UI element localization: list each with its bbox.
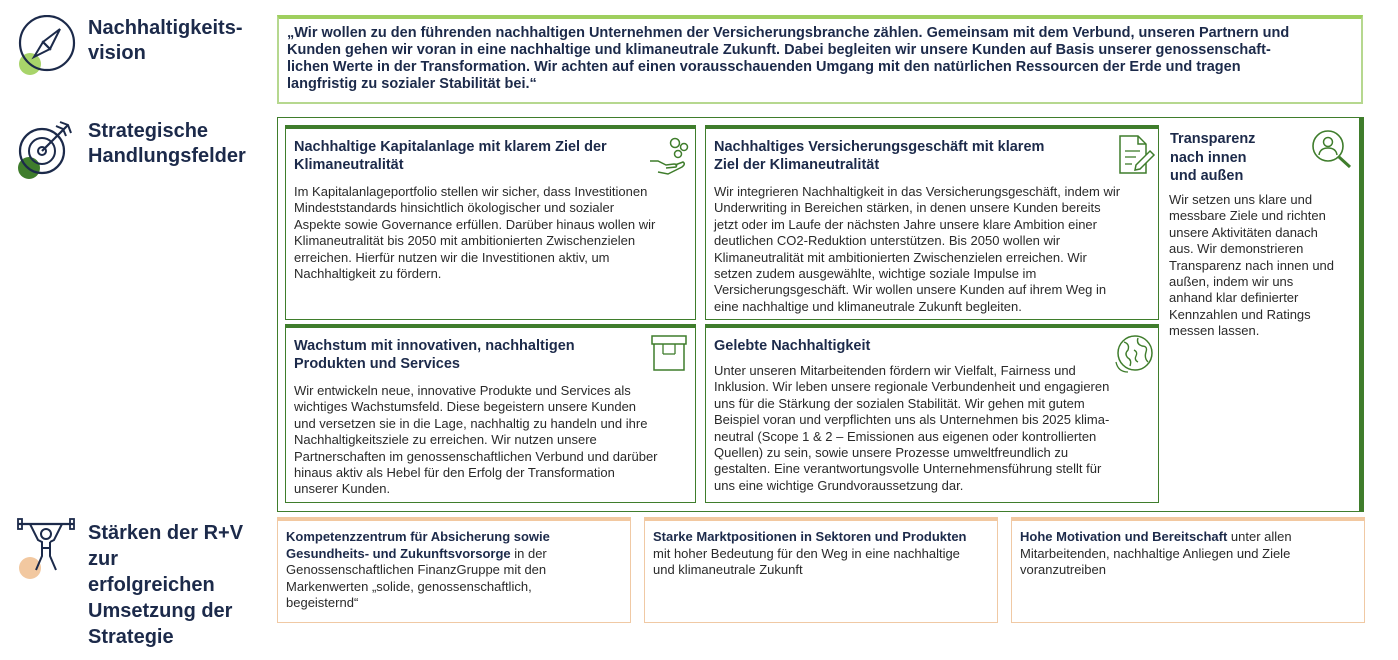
title-line: Nachhaltige Kapitalanlage mit klarem Ziel der: [294, 139, 607, 155]
text-line: Kennzahlen und Ratings: [1169, 306, 1311, 322]
compass-icon: [16, 15, 76, 75]
text-line: Inklusion. Wir leben unsere regionale Verbundenheit und engagieren: [714, 379, 1110, 395]
title-line: Strategie: [88, 626, 174, 648]
text-rest: Markenwerten „solide, genossenschaftlich,: [286, 578, 532, 594]
quote-line: „Wir wollen zu den führenden nachhaltigen Unternehmen der Versicherungsbranche zählen. Gemeinsam mit dem Verbund, unseren Partnern und: [287, 25, 1290, 41]
text-line: eine nachhaltige und klimaneutrale Zukunft begleiten.: [714, 298, 1022, 314]
text-line: Mindeststandards hinsichtlich ökologischer und sozialer: [294, 200, 615, 216]
text-line: Klimaneutralität bis 2050 mit ambitionierten Zwischenzielen: [294, 233, 636, 249]
text-line: [653, 529, 967, 546]
text-line: [286, 546, 550, 563]
text-line: neutral (Scope 1 & 2 – Emissionen aus eigenen oder kontrollierten: [714, 428, 1097, 444]
text-bold: Hohe Motivation und Bereitschaft: [1020, 529, 1228, 544]
text-line: außen, indem wir uns: [1169, 274, 1294, 290]
text-line: unsere Aktivitäten danach: [1169, 224, 1318, 240]
text-rest: Mitarbeitenden, nachhaltige Anliegen und Ziele: [1020, 545, 1291, 561]
field-card-insurance: [705, 125, 1159, 320]
title-line: Klimaneutralität: [294, 157, 404, 173]
text-line: unserer Kunden.: [294, 481, 391, 497]
title-line: Gelebte Nachhaltigkeit: [714, 338, 871, 354]
text-line: [286, 595, 550, 612]
title-line: erfolgreichen: [88, 574, 215, 596]
weightlifter-icon: [16, 518, 76, 578]
text-line: [1020, 529, 1292, 546]
text-line: messen lassen.: [1169, 323, 1260, 339]
text-line: und versetzen sie in die Lage, nachhaltig zu handeln und ihre: [294, 415, 648, 431]
title-line: Umsetzung der: [88, 600, 233, 622]
title-line: Ziel der Klimaneutralität: [714, 157, 880, 173]
quote-line: langfristig zu sozialer Stabilität bei.“: [287, 76, 537, 92]
title-line: nach innen: [1170, 149, 1247, 166]
text-line: uns für die Stärkung der sozialen Stabilität. Wir gehen mit gutem: [714, 395, 1085, 411]
card-title: [714, 138, 1044, 174]
text-bold: Kompetenzzentrum für Absicherung sowie: [286, 529, 550, 544]
title-line: Produkten und Services: [294, 356, 460, 372]
vision-quote-box: [277, 15, 1363, 104]
text-line: Unter unseren Mitarbeitenden fördern wir Vielfalt, Fairness und: [714, 363, 1076, 378]
text-line: Underwriting in Bereichen stärken, in denen unsere Kunden bereits: [714, 200, 1101, 216]
text-line: [653, 562, 967, 579]
strength-text: [653, 529, 967, 579]
field-card-lived-sustainability: [705, 324, 1159, 503]
text-line: [653, 546, 967, 563]
card-text: [714, 363, 1109, 494]
section-title-fields: [88, 119, 246, 169]
person-magnifier-icon: [1310, 128, 1352, 170]
title-line: Stärken der R+V: [88, 522, 244, 544]
hand-coins-icon: [648, 134, 690, 176]
strength-box-motivation: [1011, 517, 1365, 623]
text-line: Wir entwickeln neue, innovative Produkte und Services als: [294, 383, 631, 398]
title-line: Transparenz: [1170, 131, 1256, 147]
text-rest: voranzutreiben: [1020, 562, 1106, 577]
title-line: vision: [88, 42, 146, 64]
quote-line: Kunden gehen wir voran in eine nachhaltige und klimaneutrale Zukunft. Dabei begleiten wir unsere Kunden auf Basis unserer genossenschaft-: [287, 42, 1271, 58]
text-line: Partnerschaften im genossenschaftlichen Verbund und darüber: [294, 448, 658, 464]
title-line: Nachhaltigkeits-: [88, 17, 243, 39]
text-rest: in der: [510, 545, 547, 561]
target-icon: [16, 118, 76, 178]
text-line: messbare Ziele und richten: [1169, 208, 1326, 224]
text-line: Beispiel voran und verpflichten uns als Unternehmen bis 2025 klima-: [714, 412, 1110, 428]
strength-text: [286, 529, 550, 612]
text-line: hinaus aktiv als Hebel für den Erfolg der Transformation: [294, 465, 615, 481]
field-card-products: [285, 324, 696, 503]
text-rest: begeisternd“: [286, 595, 359, 610]
text-line: Nachhaltigkeit zu fördern.: [294, 266, 442, 282]
text-line: [286, 562, 550, 579]
text-line: [286, 529, 550, 546]
text-line: aus. Wir demonstrieren: [1169, 241, 1304, 257]
transparency-title: [1170, 130, 1280, 186]
field-card-investment: [285, 125, 696, 320]
section-title-vision: [88, 16, 242, 66]
title-line: zur: [88, 548, 118, 570]
document-edit-icon: [1114, 133, 1156, 175]
text-line: [1020, 546, 1292, 563]
strength-box-competence: [277, 517, 631, 623]
box-icon: [648, 332, 690, 374]
text-line: setzen zudem ausgewählte, wichtige soziale Impulse im: [714, 266, 1037, 282]
text-rest: unter allen: [1227, 529, 1292, 544]
text-rest: Genossenschaftlichen FinanzGruppe mit den: [286, 562, 547, 577]
card-text: [714, 184, 1120, 315]
vision-quote: [287, 25, 1357, 93]
globe-icon: [1114, 332, 1156, 374]
card-text: [294, 383, 658, 498]
card-title: [294, 337, 575, 373]
text-line: gestalten. Eine verantwortungsvolle Unternehmensführung stellt für: [714, 461, 1102, 477]
card-title: [294, 138, 607, 174]
text-line: Versicherungsgeschäft. Wir wollen unsere Kunden auf ihrem Weg in: [714, 282, 1107, 298]
text-line: uns eine wichtige Grundvoraussetzung dar.: [714, 477, 964, 493]
quote-line: lichen Werte in der Transformation. Wir achten auf einen vorausschauenden Umgang mit den natürlichen Ressourcen der Erde und tragen: [287, 59, 1241, 75]
section-title-strengths: [88, 520, 243, 650]
strength-box-market: [644, 517, 998, 623]
text-line: [1020, 562, 1292, 579]
text-line: Im Kapitalanlageportfolio stellen wir sicher, dass Investitionen: [294, 184, 648, 199]
card-text: [294, 184, 655, 282]
text-line: wichtiges Wachstumsfeld. Diese begeistern unsere Kunden: [294, 399, 637, 415]
card-title: [714, 337, 870, 355]
transparency-text: [1169, 192, 1354, 340]
strength-text: [1020, 529, 1292, 579]
text-line: anhand klar definierter: [1169, 290, 1299, 306]
text-rest: und klimaneutrale Zukunft: [653, 562, 803, 577]
text-line: Aspekte sowie Governance erfüllen. Darüber hinaus wollen wir: [294, 216, 656, 232]
text-line: Klimaneutralität mit ambitionierten Zwischenzielen erreichen. Wir: [714, 249, 1087, 265]
text-line: Transparenz nach innen und: [1169, 257, 1335, 273]
text-line: erreichen. Hierfür nutzen wir die Investitionen aktiv, um: [294, 249, 610, 265]
text-rest: mit hoher Bedeutung für den Weg in eine nachhaltige: [653, 545, 960, 561]
title-line: und außen: [1170, 168, 1244, 184]
title-line: Wachstum mit innovativen, nachhaltigen: [294, 338, 575, 354]
text-line: jetzt oder im Laufe der nächsten Jahre unsere klare Ambition einer: [714, 216, 1097, 232]
title-line: Handlungsfelder: [88, 145, 246, 167]
text-line: Nachhaltigkeitsziele zu erreichen. Wir nutzen unsere: [294, 432, 597, 448]
title-line: Strategische: [88, 120, 209, 142]
text-line: [286, 579, 550, 596]
title-line: Nachhaltiges Versicherungsgeschäft mit klarem: [714, 139, 1045, 155]
text-line: Wir integrieren Nachhaltigkeit in das Versicherungsgeschäft, indem wir: [714, 184, 1121, 199]
text-bold: Gesundheits- und Zukunftsvorsorge: [286, 545, 511, 561]
text-line: Quellen) zu sein, sowie unsere Prozesse umweltfreundlich zu: [714, 445, 1069, 461]
text-line: Wir setzen uns klare und: [1169, 192, 1313, 207]
text-bold: Starke Marktpositionen in Sektoren und Produkten: [653, 529, 967, 544]
text-line: deutlichen CO2-Reduktion unterstützen. Bis 2050 wollen wir: [714, 233, 1061, 249]
